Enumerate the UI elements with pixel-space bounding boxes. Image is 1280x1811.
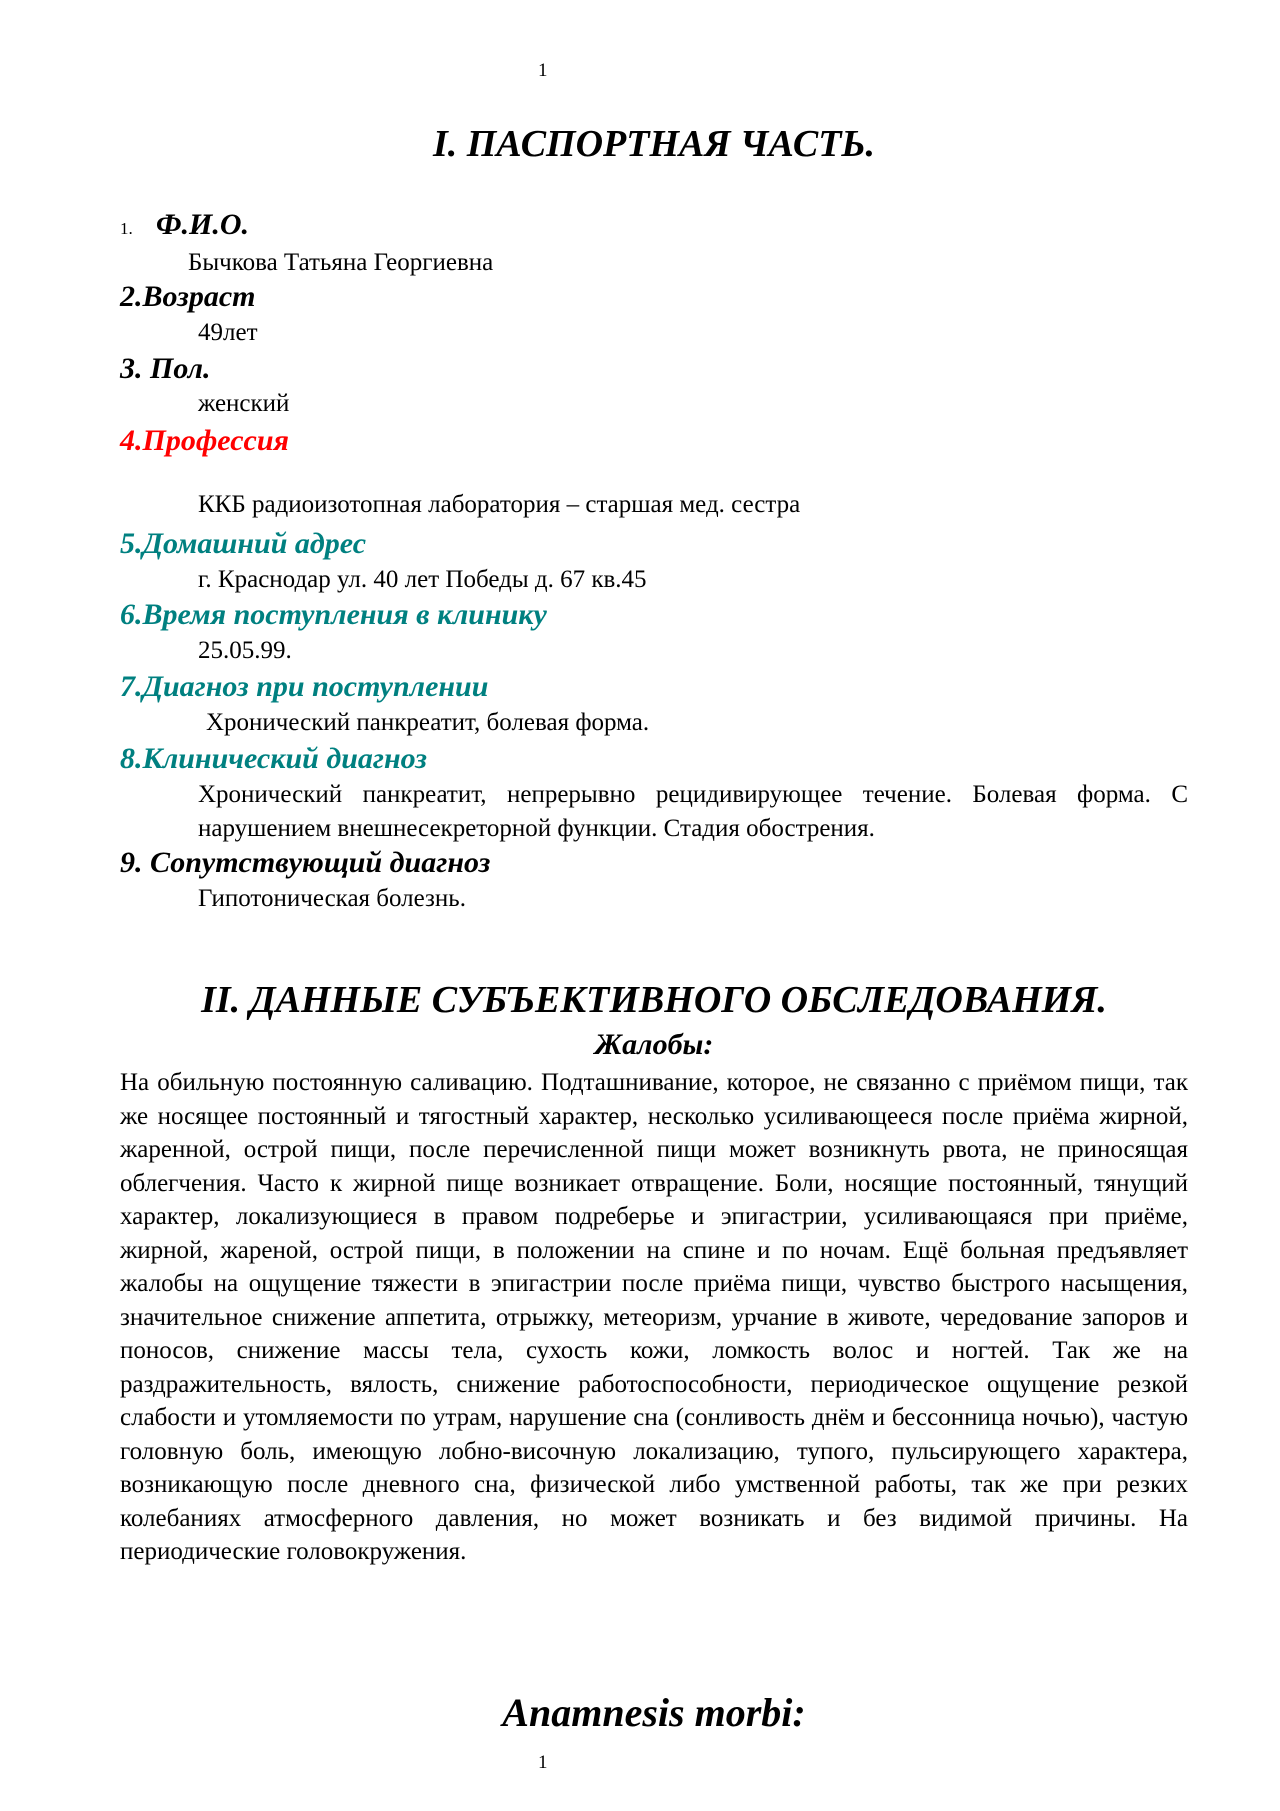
field-4-value: ККБ радиоизотопная лаборатория – старшая мед. сестра [198, 491, 801, 518]
field-1-label: Ф.И.О. [156, 208, 250, 241]
complaints-text: На обильную постоянную саливацию. Подташнивание, которое, не связанно с приёмом пищи, так же носящее постоянный и тягостный характер, несколько усиливающееся после приёма жирной, жаренной, острой пищи, после перечисленной пищи может возникнуть рвота, не приносящая облегчения. Часто к жирной пище возникает отвращение. Боли, носящие постоянный, тянущий характер, локализующиеся в правом подреберье и эпигастрии, усиливающаяся при приёме, жирной, жареной, острой пищи, в положении на спине и по ночам. Ещё больная предъявляет жалобы на ощущение тяжести в эпигастрии после приёма пищи, чувство быстрого насыщения, значительное снижение аппетита, отрыжку, метеоризм, урчание в животе, чередование запоров и поносов, снижение массы тела, сухость кожи, ломкость волос и ногтей. Так же на раздражительность, вялость, снижение работоспособности, периодическое ощущение резкой слабости и утомляемости по утрам, нарушение сна (сонливость днём и бессонница ночью), частую головную боль, имеющую лобно-височную локализацию, тупого, пульсирующего характера, возникающую после дневного сна, физической либо умственной работы, так же при резких колебаниях атмосферного давления, но может возникать и без видимой причины. На периодические головокружения. [120, 1069, 1188, 1565]
page-number-bottom: 1 [538, 1752, 548, 1773]
field-6-label: 6.Время поступления в клинику [120, 598, 547, 631]
field-2-value: 49лет [198, 319, 258, 346]
section2-title: II. ДАННЫЕ СУБЪЕКТИВНОГО ОБСЛЕДОВАНИЯ. [201, 979, 1107, 1021]
field-7-value: Хронический панкреатит, болевая форма. [206, 709, 650, 736]
field-9-label: 9. Сопутствующий диагноз [120, 846, 491, 879]
anamnesis-title: Anamnesis morbi: [502, 1690, 806, 1735]
field-6-value: 25.05.99. [198, 637, 292, 664]
field-7-label: 7.Диагноз при поступлении [120, 670, 489, 703]
field-3-label: 3. Пол. [120, 352, 211, 385]
field-9-value: Гипотоническая болезнь. [198, 885, 466, 912]
field-5-label: 5.Домашний адрес [120, 527, 367, 560]
field-3-value: женский [198, 390, 290, 417]
field-8-value: Хронический панкреатит, непрерывно рецидивирующее течение. Болевая форма. С нарушением внешнесекреторной функции. Стадия обострения. [198, 781, 1188, 842]
section1-title: I. ПАСПОРТНАЯ ЧАСТЬ. [432, 123, 876, 165]
field-8-label: 8.Клинический диагноз [120, 742, 427, 775]
field-1-value: Бычкова Татьяна Георгиевна [188, 249, 494, 276]
field-4-label: 4.Профессия [120, 424, 289, 457]
field-1-number: 1. [120, 219, 133, 238]
complaints-title: Жалобы: [594, 1028, 714, 1061]
field-5-value: г. Краснодар ул. 40 лет Победы д. 67 кв.45 [198, 566, 647, 593]
page-number-top: 1 [538, 60, 548, 81]
field-2-label: 2.Возраст [120, 280, 256, 313]
